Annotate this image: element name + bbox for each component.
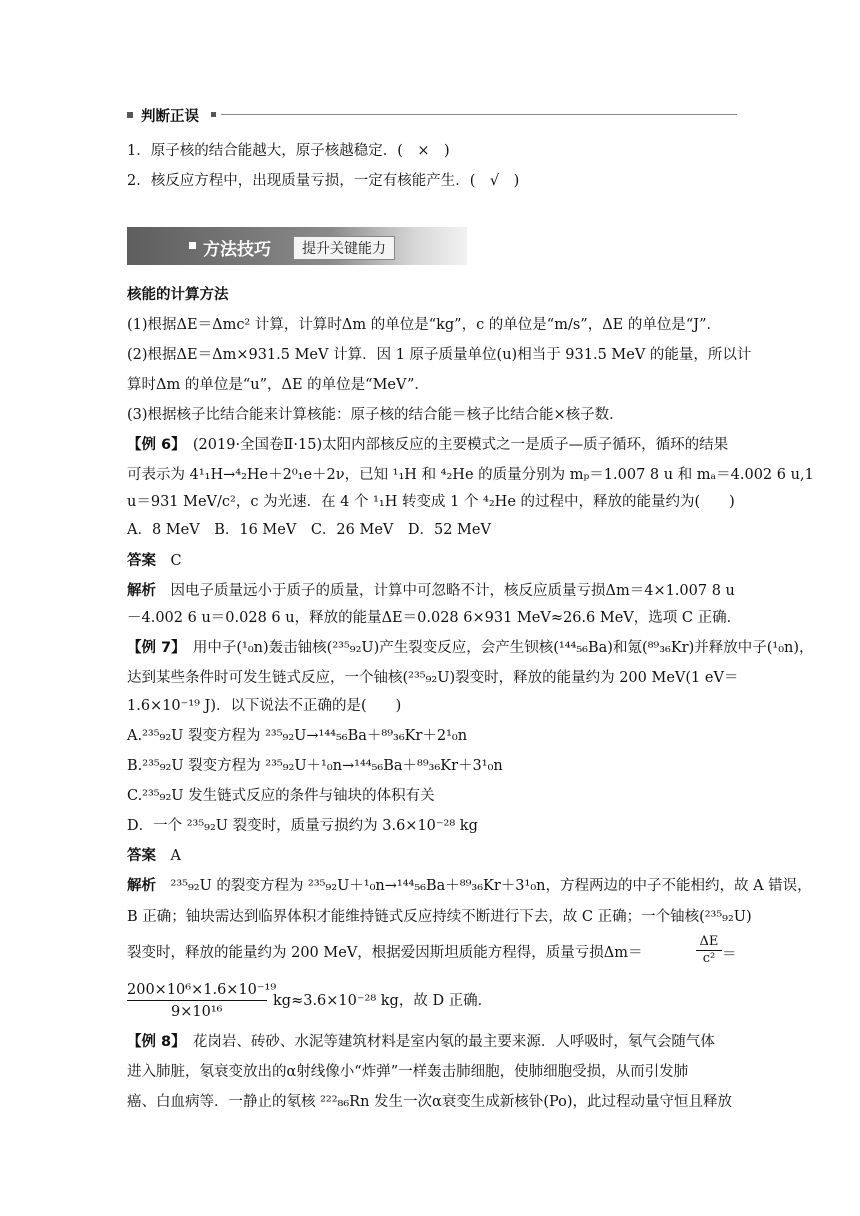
section-header-judge: [127, 108, 737, 125]
fraction-denominator: 9×10¹⁶: [171, 1004, 223, 1020]
example-tag: 【例 8】: [127, 1034, 179, 1050]
example-7-analysis: B 正确；铀块需达到临界体积才能维持链式反应持续不断进行下去，故 C 正确；一个铀核(²³⁵₉₂U): [127, 909, 752, 925]
banner-subtitle: 提升关键能力: [293, 236, 395, 260]
fraction-numerator: 200×10⁶×1.6×10⁻¹⁹: [127, 982, 277, 998]
example-6-answer: [127, 551, 737, 571]
answer-value: C: [170, 553, 182, 569]
answer-value: A: [170, 848, 181, 864]
equals-sign: ＝: [722, 947, 737, 963]
example-tag: 【例 7】: [127, 640, 179, 656]
example-7-option-b: B.²³⁵₉₂U 裂变方程为 ²³⁵₉₂U＋¹₀n→¹⁴⁴₅₆Ba＋⁸⁹₃₆Kr＋3¹₀n: [127, 758, 503, 774]
example-8-line: 癌、白血病等．一静止的氡核 ²²²₈₆Rn 发生一次α衰变生成新核钋(Po)，此过程动量守恒且释放: [127, 1094, 733, 1110]
example-text: 用中子(¹₀n)轰击铀核(²³⁵₉₂U)产生裂变反应，会产生钡核(¹⁴⁴₅₆Ba)和氪(⁸⁹₃₆Kr)并释放中子(¹₀n)，: [178, 640, 814, 656]
example-text: 花岗岩、砖砂、水泥等建筑材料是室内氡的最主要来源．人呼吸时，氡气会随气体: [178, 1034, 715, 1050]
example-8-line: 进入肺脏，氡衰变放出的α射线像小“炸弹”一样轰击肺细胞，使肺细胞受损，从而引发肺: [127, 1064, 689, 1080]
square-bullet-icon: [127, 112, 133, 118]
example-6-line: u＝931 MeV/c²，c 为光速．在 4 个 ¹₁H 转变成 1 个 ⁴₂He 的过程中，释放的能量约为( ): [127, 494, 735, 510]
example-6-line: 可表示为 4¹₁H→⁴₂He＋2⁰₁e＋2ν，已知 ¹₁H 和 ⁴₂He 的质量分别为 mₚ＝1.007 8 u 和 mₐ＝4.002 6 u,1: [127, 467, 814, 483]
analysis-text: ²³⁵₉₂U 的裂变方程为 ²³⁵₉₂U＋¹₀n→¹⁴⁴₅₆Ba＋⁸⁹₃₆Kr＋3¹₀n，方程两边的中子不能相约，故 A 错误，: [156, 878, 812, 894]
answer-label: 答案: [127, 552, 156, 569]
analysis-label: 解析: [127, 582, 156, 599]
example-6-line: [127, 435, 737, 455]
method-item: (3)根据核子比结合能来计算核能：原子核的结合能＝核子比结合能×核子数．: [127, 407, 624, 423]
judge-item-2: 2．核反应方程中，出现质量亏损，一定有核能产生．( √ ): [127, 173, 520, 189]
analysis-label: 解析: [127, 877, 156, 894]
example-7-line: [127, 638, 814, 658]
mass-defect-fraction: [696, 934, 722, 967]
fraction-result: kg≈3.6×10⁻²⁸ kg，故 D 正确．: [273, 993, 493, 1009]
example-tag: 【例 6】: [127, 437, 179, 453]
analysis-text: 因电子质量远小于质子的质量，计算中可忽略不计，核反应质量亏损Δm＝4×1.007 8 u: [156, 583, 735, 599]
example-text: (2019·全国卷Ⅱ·15)太阳内部核反应的主要模式之一是质子—质子循环，循环的结果: [178, 437, 729, 453]
square-bullet-icon: [211, 112, 216, 117]
fraction-denominator: c²: [702, 951, 716, 966]
method-item: 算时Δm 的单位是“u”，ΔE 的单位是“MeV”．: [127, 377, 429, 393]
judge-item-1: 1．原子核的结合能越大，原子核越稳定．( × ): [127, 143, 450, 159]
section-title: 判断正误: [141, 109, 199, 125]
divider-line: [221, 114, 737, 115]
banner-title: 方法技巧: [203, 240, 271, 260]
example-7-analysis: [127, 876, 812, 896]
example-7-option-c: C.²³⁵₉₂U 发生链式反应的条件与铀块的体积有关: [127, 788, 435, 804]
fraction-bar: [127, 1000, 267, 1001]
example-7-line: 1.6×10⁻¹⁹ J)．以下说法不正确的是( ): [127, 698, 402, 714]
answer-label: 答案: [127, 847, 156, 864]
example-7-option-d: D．一个 ²³⁵₉₂U 裂变时，质量亏损约为 3.6×10⁻²⁸ kg: [127, 818, 478, 834]
method-banner: [127, 227, 467, 265]
example-7-option-a: A.²³⁵₉₂U 裂变方程为 ²³⁵₉₂U→¹⁴⁴₅₆Ba＋⁸⁹₃₆Kr＋2¹₀n: [127, 728, 468, 744]
square-bullet-icon: [189, 242, 196, 249]
method-item: (1)根据ΔE＝Δmc² 计算，计算时Δm 的单位是“kg”，c 的单位是“m/s”，ΔE 的单位是“J”．: [127, 317, 722, 333]
fraction-numerator: ΔE: [696, 934, 722, 951]
example-6-analysis: －4.002 6 u＝0.028 6 u，释放的能量ΔE＝0.028 6×931 MeV≈26.6 MeV，选项 C 正确．: [127, 610, 742, 626]
example-7-answer: [127, 846, 737, 866]
example-7-analysis: 裂变时，释放的能量约为 200 MeV，根据爱因斯坦质能方程得，质量亏损Δm＝: [127, 945, 643, 961]
example-6-analysis: [127, 581, 737, 601]
method-heading: 核能的计算方法: [127, 286, 229, 303]
example-7-line: 达到某些条件时可发生链式反应，一个铀核(²³⁵₉₂U)裂变时，释放的能量约为 200 MeV(1 eV＝: [127, 670, 739, 686]
example-6-options: A．8 MeV B．16 MeV C．26 MeV D．52 MeV: [127, 522, 491, 538]
example-8-line: [127, 1032, 737, 1052]
method-item: (2)根据ΔE＝Δm×931.5 MeV 计算．因 1 原子质量单位(u)相当于 931.5 MeV 的能量，所以计: [127, 347, 752, 363]
